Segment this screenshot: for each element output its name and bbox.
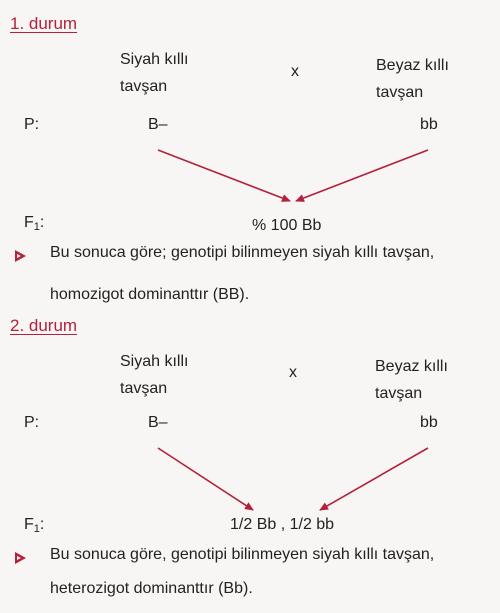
section1-cross-symbol: x — [291, 63, 299, 80]
section2-parent-right-genotype: bb — [420, 414, 438, 431]
section2-f1-label-main: F — [24, 516, 34, 533]
section2-heading: 2. durum — [10, 316, 78, 335]
section1-parent-right-genotype: bb — [420, 116, 438, 133]
section2-f1-label-colon: : — [39, 516, 45, 533]
section1-heading: 1. durum — [10, 14, 78, 33]
section1-conclusion-line2: homozigot dominanttır (BB). — [50, 286, 250, 303]
section2-parent-left-line2: tavşan — [120, 380, 168, 397]
section2-parent-left-line1: Siyah kıllı — [120, 353, 189, 370]
section1-f1-label-colon: : — [39, 214, 45, 231]
section1-f1-result: % 100 Bb — [252, 217, 322, 234]
section2-cross-symbol: x — [289, 364, 297, 381]
section1-arrow-left — [158, 150, 290, 201]
section1-arrow-right — [296, 150, 428, 201]
section1-p-label: P: — [24, 116, 40, 133]
section2-parent-right-line2: tavşan — [375, 385, 423, 402]
section2-f1-label-sub: 1 — [33, 523, 40, 535]
section2-conclusion-line1: Bu sonuca göre, genotipi bilinmeyen siyah kıllı tavşan, — [50, 546, 435, 563]
section1-parent-left-line2: tavşan — [120, 78, 168, 95]
section1-parent-left-line1: Siyah kıllı — [120, 51, 189, 68]
section1-conclusion-line1: Bu sonuca göre; genotipi bilinmeyen siyah kıllı tavşan, — [50, 244, 435, 261]
section2-arrow-right — [320, 448, 428, 510]
section1-f1-label-sub: 1 — [33, 221, 40, 233]
section2-parent-left-genotype: B– — [148, 414, 168, 431]
section2-conclusion-line2: heterozigot dominanttır (Bb). — [50, 580, 253, 597]
section2-arrow-left — [158, 448, 253, 510]
section1-f1-label-main: F — [24, 214, 34, 231]
section2-parent-right-line1: Beyaz kıllı — [375, 358, 448, 375]
section1-parent-right-line2: tavşan — [376, 84, 424, 101]
section1-parent-right-line1: Beyaz kıllı — [376, 57, 449, 74]
section2-f1-result: 1/2 Bb , 1/2 bb — [230, 516, 335, 533]
section1-parent-left-genotype: B– — [148, 116, 168, 133]
section2-p-label: P: — [24, 414, 40, 431]
